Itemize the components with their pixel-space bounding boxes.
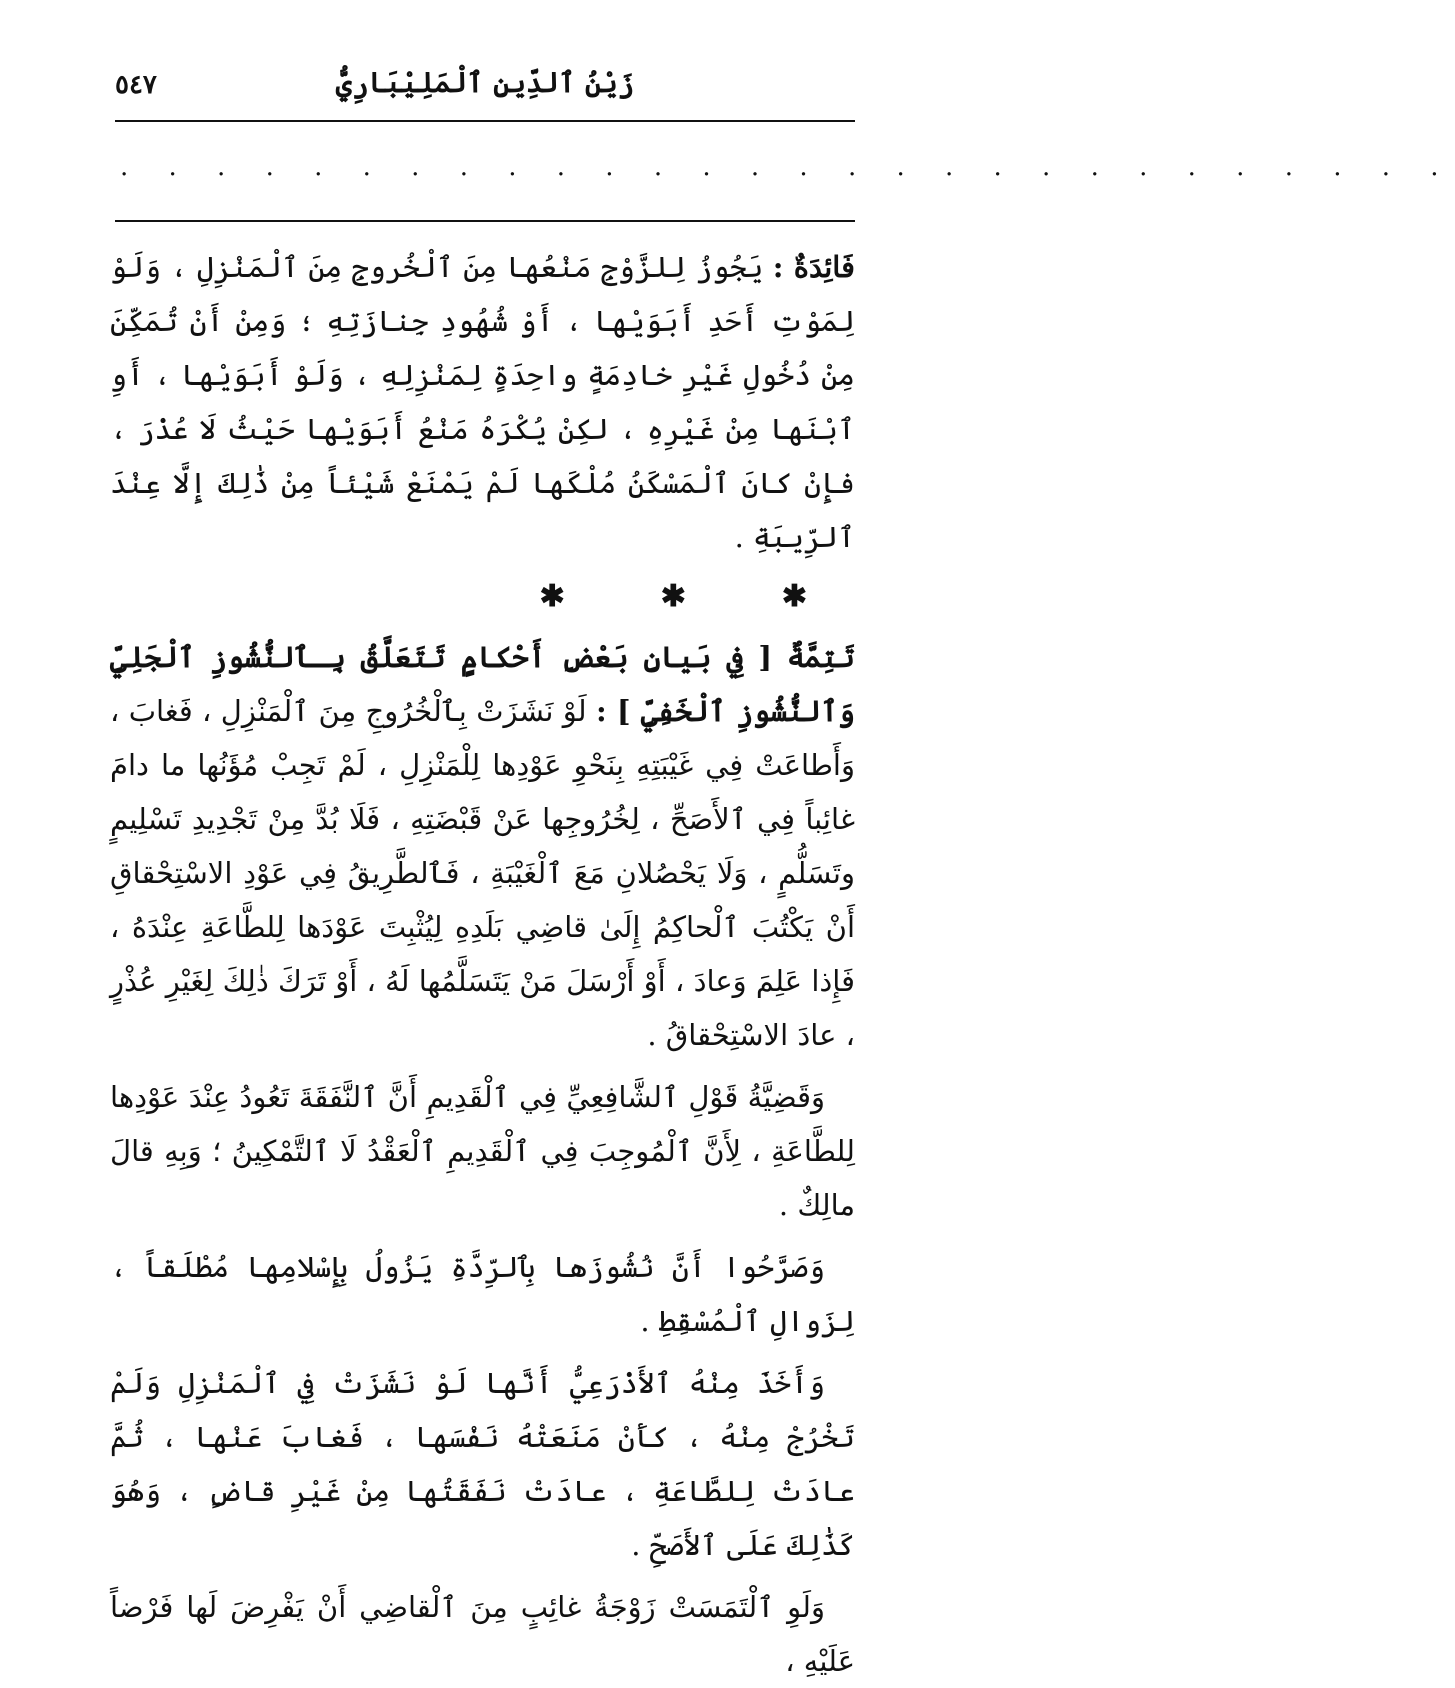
paragraph-tatimma [110,630,855,1062]
header-rule [115,120,855,122]
paragraph-iltamasat: وَلَوِ ٱلْتَمَسَتْ زَوْجَةُ غائِبٍ مِنَ ٱلْقاضِي أَنْ يَفْرِضَ لَها فَرْضاً عَلَيْهِ ، [110,1590,855,1678]
section-divider-stars [110,564,855,630]
main-text [110,240,855,1688]
page-number: ٥٤٧ [115,70,157,100]
heading-faida: فَائِدَةٌ : [772,250,855,284]
running-title: زَيْنُ ٱلدِّينِ ٱلْمَلِيْبَارِيُّ [335,66,635,99]
separator-rule [115,220,855,222]
paragraph-text: لَوْ نَشَزَتْ بِٱلْخُرُوجِ مِنَ ٱلْمَنْزِلِ ، فَغابَ ، وَأَطاعَتْ فِي غَيْبَتِهِ بِنَحْوِ عَوْدِها لِلْمَنْزِلِ ، لَمْ تَجِبْ مُؤَنُها ما دامَ غائِباً فِي ٱلأَصَحِّ ، لِخُرُوجِها عَنْ قَبْضَتِهِ ، فَلَا بُدَّ مِنْ تَجْدِيدِ تَسْلِيمٍ وتَسَلُّمٍ ، وَلَا يَحْصُلانِ مَعَ ٱلْغَيْبَةِ ، فَٱلطَّرِيقُ فِي عَوْدِ الاسْتِحْقاقِ أَنْ يَكْتُبَ ٱلْحاكِمُ إِلَىٰ قاضِي بَلَدِهِ لِيُثْبِتَ عَوْدَها لِلطَّاعَةِ عِنْدَهُ ، فَإِذا عَلِمَ وَعادَ ، أَوْ أَرْسَلَ مَنْ يَتَسَلَّمُها لَهُ ، أَوْ تَرَكَ ذٰلِكَ لِغَيْرِ عُذْرٍ ، عادَ الاسْتِحْقاقُ . [110,694,855,1052]
paragraph-faida [110,240,855,564]
heading-tatimma: تَتِمَّةٌ [ فِي بَيانِ بَعْضِ أَحْكامٍ تَتَعَلَّقُ بِـٱلنُّشُوزِ ٱلْجَلِيِّ وَٱلنُّشُوزِ ٱلْخَفِيِّ ] : [110,640,856,728]
star-ornament: ✱ [781,579,807,614]
paragraph-qadiyya: وَقَضِيَّةُ قَوْلِ ٱلشَّافِعِيِّ فِي ٱلْقَدِيمِ أَنَّ ٱلنَّفَقَةَ تَعُودُ عِنْدَ عَوْدِها لِلطَّاعَةِ ، لِأَنَّ ٱلْمُوجِبَ فِي ٱلْقَدِيمِ ٱلْعَقْدُ لَا ٱلتَّمْكِينُ ؛ وَبِهِ قالَ مالِكٌ . [110,1080,855,1222]
paragraph-sarrahu: وَصَرَّحُوا أَنَّ نُشُوزَها بِٱلرِّدَّةِ يَزُولُ بِإِسْلامِها مُطْلَقاً ، لِزَوالِ ٱلْمُسْقِطِ . [110,1250,855,1338]
page-header [115,66,855,116]
omission-dots: . . . . . . . . . . . . . . . . . . . . . . . . . . . . [120,152,1455,182]
star-ornament: ✱ [539,579,565,614]
paragraph-text: يَجُوزُ لِلزَّوْجِ مَنْعُها مِنَ ٱلْخُروجِ مِنَ ٱلْمَنْزِلِ ، وَلَوْ لِمَوْتِ أَحَدِ أَبَوَيْها ، أَوْ شُهُودِ جِنازَتِهِ ؛ وَمِنْ أَنْ تُمَكِّنَ مِنْ دُخُولِ غَيْرِ خادِمَةٍ واحِدَةٍ لِمَنْزِلِهِ ، وَلَوْ أَبَوَيْها ، أَوِ ٱبْنَها مِنْ غَيْرِهِ ، لكِنْ يُكْرَهُ مَنْعُ أَبَوَيْها حَيْثُ لَا عُذْرَ ، فإِنْ كانَ ٱلْمَسْكَنُ مُلْكَها لَمْ يَمْنَعْ شَيْئاً مِنْ ذَٰلِكَ إِلَّا عِنْدَ ٱلرِّيبَةِ . [110,250,855,554]
star-ornament: ✱ [660,579,686,614]
paragraph-akhadha: وَأَخَذَ مِنْهُ ٱلأَذْرَعِيُّ أَنَّها لَوْ نَشَزَتْ فِي ٱلْمَنْزِلِ وَلَمْ تَخْرُجْ مِنْهُ ، كأَنْ مَنَعَتْهُ نَفْسَها ، فَغابَ عَنْها ، ثُمَّ عادَتْ لِلطَّاعَةِ ، عادَتْ نَفَقَتُها مِنْ غَيْرِ قاضٍ ، وَهُوَ كَذَٰلِكَ عَلَى ٱلأَصَحِّ . [110,1366,855,1562]
